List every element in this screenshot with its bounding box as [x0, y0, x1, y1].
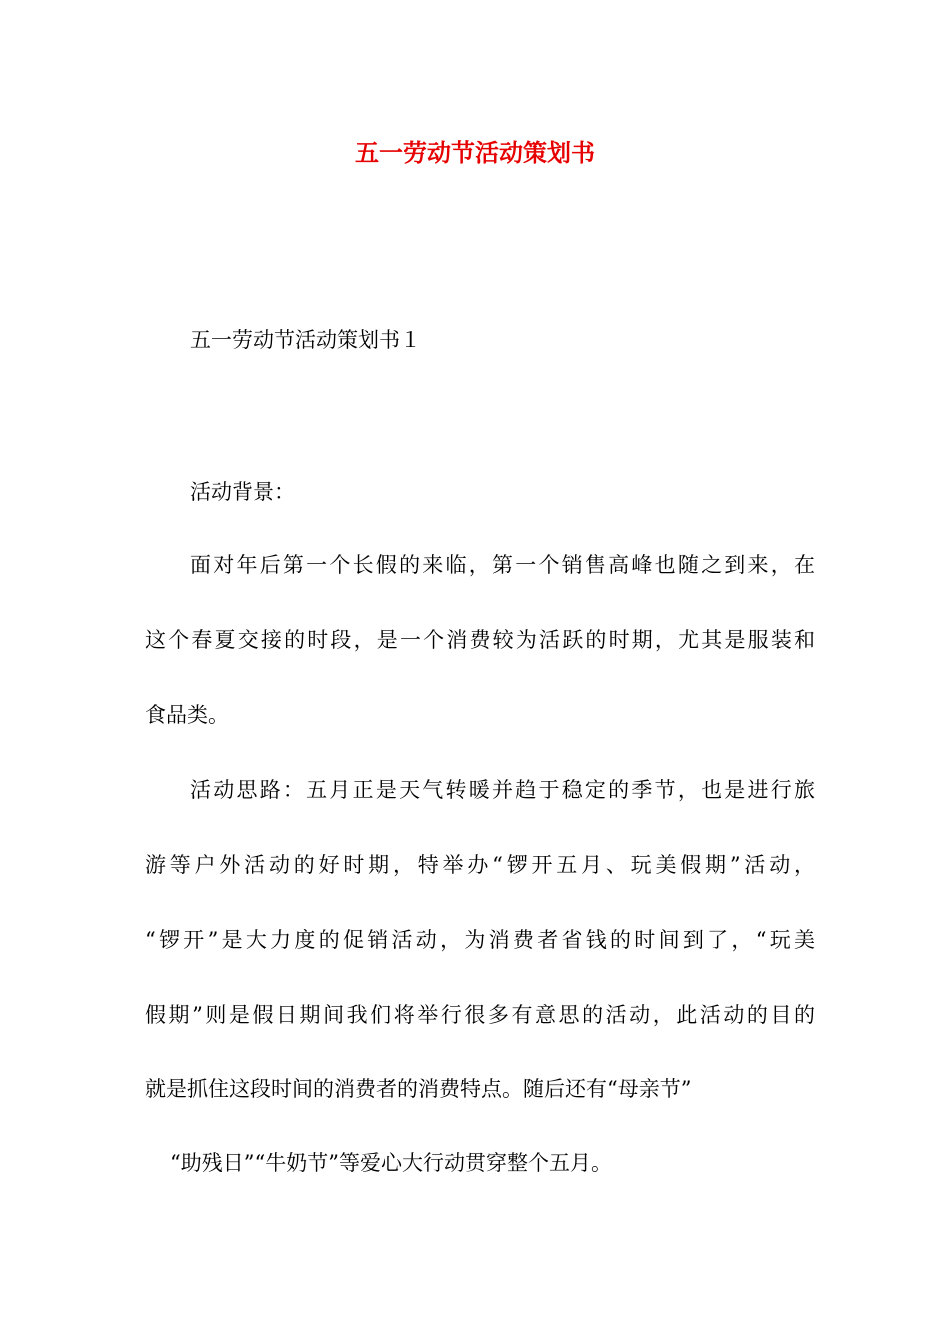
section-subtitle: 五一劳动节活动策划书１ — [190, 328, 421, 352]
paragraph-line: 游等户外活动的好时期，特举办“锣开五月、玩美假期”活动， — [145, 853, 815, 877]
paragraph-line: “助残日”“牛奶节”等爱心大行动贯穿整个五月。 — [170, 1151, 612, 1175]
paragraph-line: 这个春夏交接的时段，是一个消费较为活跃的时期，尤其是服装和 — [145, 628, 815, 652]
paragraph-line: 食品类。 — [145, 703, 229, 727]
section-heading: 活动背景： — [190, 480, 295, 504]
paragraph-line: 就是抓住这段时间的消费者的消费特点。随后还有“母亲节” — [145, 1077, 692, 1101]
paragraph-line: 假期”则是假日期间我们将举行很多有意思的活动，此活动的目的 — [145, 1003, 815, 1027]
document-title: 五一劳动节活动策划书 — [355, 138, 595, 167]
paragraph-line: “锣开”是大力度的促销活动，为消费者省钱的时间到了，“玩美 — [145, 928, 815, 952]
paragraph-line: 面对年后第一个长假的来临，第一个销售高峰也随之到来，在 — [190, 553, 815, 577]
paragraph-line: 活动思路：五月正是天气转暖并趋于稳定的季节，也是进行旅 — [190, 778, 815, 802]
